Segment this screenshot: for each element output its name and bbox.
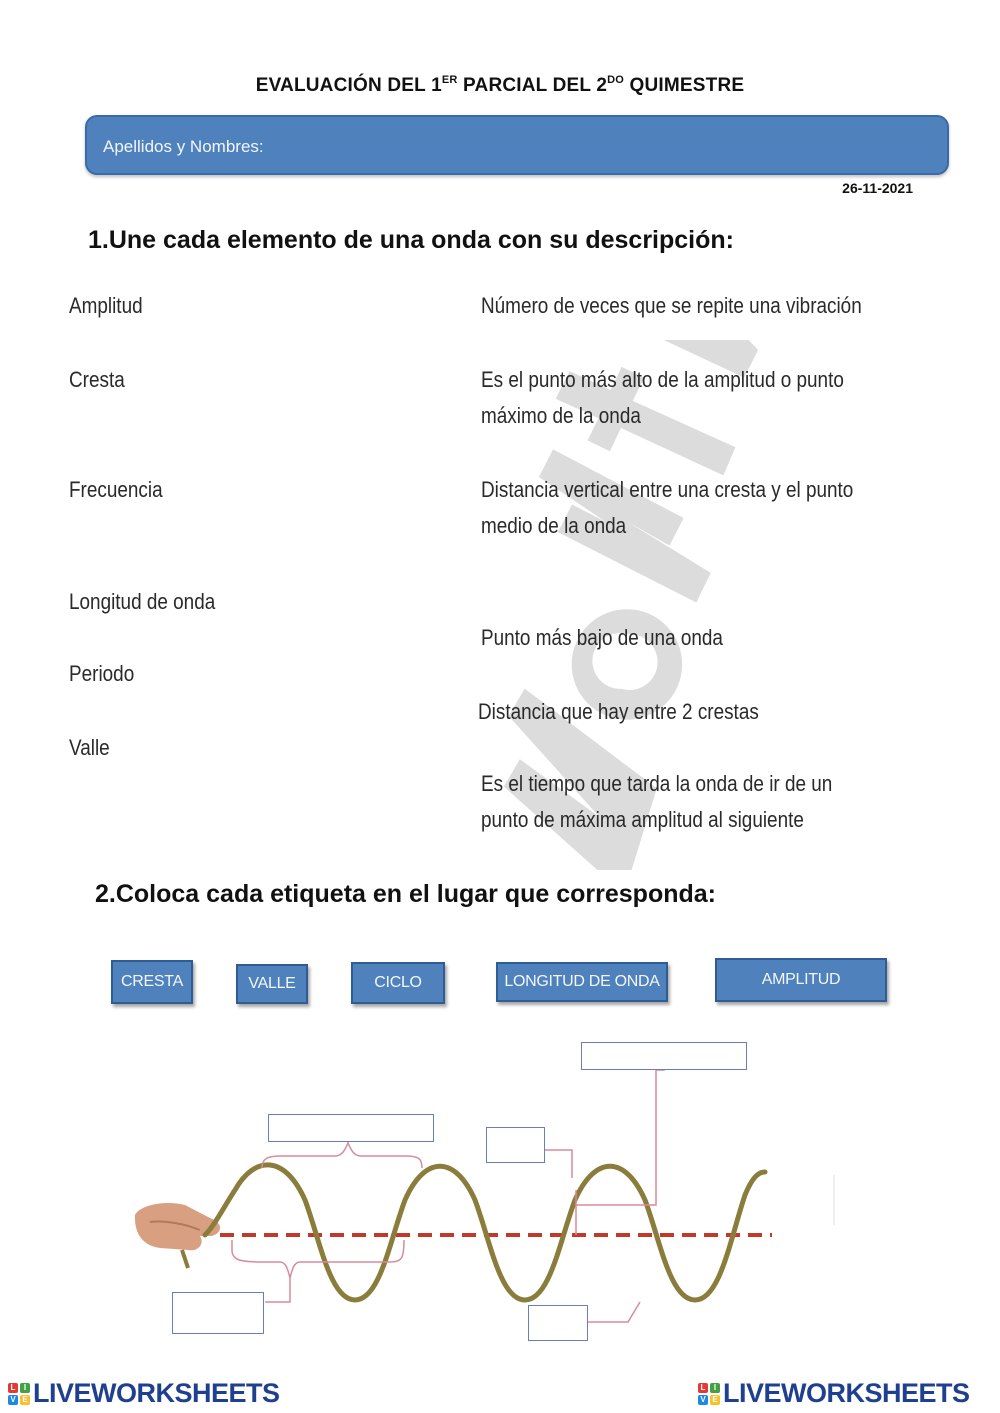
- term-valle[interactable]: Valle: [69, 735, 110, 760]
- description-line: Punto más bajo de una onda: [481, 625, 723, 650]
- cycle-bracket: [262, 1140, 422, 1168]
- student-name-field[interactable]: [85, 115, 949, 175]
- drop-box-valle[interactable]: [528, 1305, 588, 1341]
- description-line: Número de veces que se repite una vibración: [481, 293, 862, 318]
- label-longitud-de-onda[interactable]: LONGITUD DE ONDA: [496, 962, 668, 1002]
- student-name-label: Apellidos y Nombres:: [103, 137, 264, 156]
- amplitude-guide: [576, 1058, 664, 1235]
- label-ciclo[interactable]: CICLO: [351, 962, 445, 1004]
- drop-box-ciclo[interactable]: [268, 1114, 434, 1142]
- term-frecuencia[interactable]: Frecuencia: [69, 477, 163, 502]
- drop-box-amplitud[interactable]: [581, 1042, 747, 1070]
- term-longitud-de-onda[interactable]: Longitud de onda: [69, 589, 216, 614]
- footer-logo-right[interactable]: [698, 1378, 970, 1409]
- description-line: Es el punto más alto de la amplitud o punto: [481, 367, 844, 392]
- description-cresta[interactable]: [481, 362, 844, 434]
- description-line: Distancia que hay entre 2 crestas: [478, 699, 759, 724]
- description-valle[interactable]: [481, 620, 723, 656]
- drop-box-longitud-de-onda[interactable]: [172, 1292, 264, 1334]
- exam-title: EVALUACIÓN DEL 1ER PARCIAL DEL $2^{DO}$ QUIMESTRE: [255, 74, 745, 96]
- description-amplitud[interactable]: [481, 472, 853, 544]
- label-amplitud[interactable]: AMPLITUD: [715, 958, 887, 1002]
- term-amplitud[interactable]: Amplitud: [69, 293, 143, 318]
- question-2-title: 2.Coloca cada etiqueta en el lugar que corresponda:: [95, 880, 716, 908]
- trough-pointer: [588, 1302, 640, 1322]
- term-cresta[interactable]: Cresta: [69, 367, 125, 392]
- description-longitud-de-onda[interactable]: [478, 694, 759, 730]
- wave-curve: [205, 1165, 765, 1300]
- drop-box-cresta[interactable]: [486, 1127, 545, 1163]
- description-line: medio de la onda: [481, 513, 627, 538]
- description-line: Es el tiempo que tarda la onda de ir de un: [481, 771, 833, 796]
- logo-icon: L I V E: [8, 1383, 30, 1405]
- question-1-title: 1.Une cada elemento de una onda con su descripción:: [88, 226, 734, 254]
- logo-text: LIVEWORKSHEETS: [723, 1378, 970, 1408]
- description-line: Distancia vertical entre una cresta y el punto: [481, 477, 854, 502]
- logo-icon: L I V E: [698, 1383, 720, 1405]
- exam-date: 26-11-2021: [842, 180, 913, 196]
- description-line: máximo de la onda: [481, 403, 641, 428]
- term-periodo[interactable]: Periodo: [69, 661, 135, 686]
- label-cresta[interactable]: CRESTA: [111, 960, 193, 1004]
- footer-logo-left[interactable]: [8, 1378, 280, 1409]
- crest-pointer: [545, 1150, 572, 1178]
- logo-text: LIVEWORKSHEETS: [33, 1378, 280, 1408]
- label-valle[interactable]: VALLE: [236, 964, 308, 1004]
- description-frecuencia[interactable]: [481, 288, 862, 324]
- wave-diagram: [0, 1000, 1000, 1360]
- description-periodo[interactable]: [481, 766, 832, 838]
- description-line: punto de máxima amplitud al siguiente: [481, 807, 804, 832]
